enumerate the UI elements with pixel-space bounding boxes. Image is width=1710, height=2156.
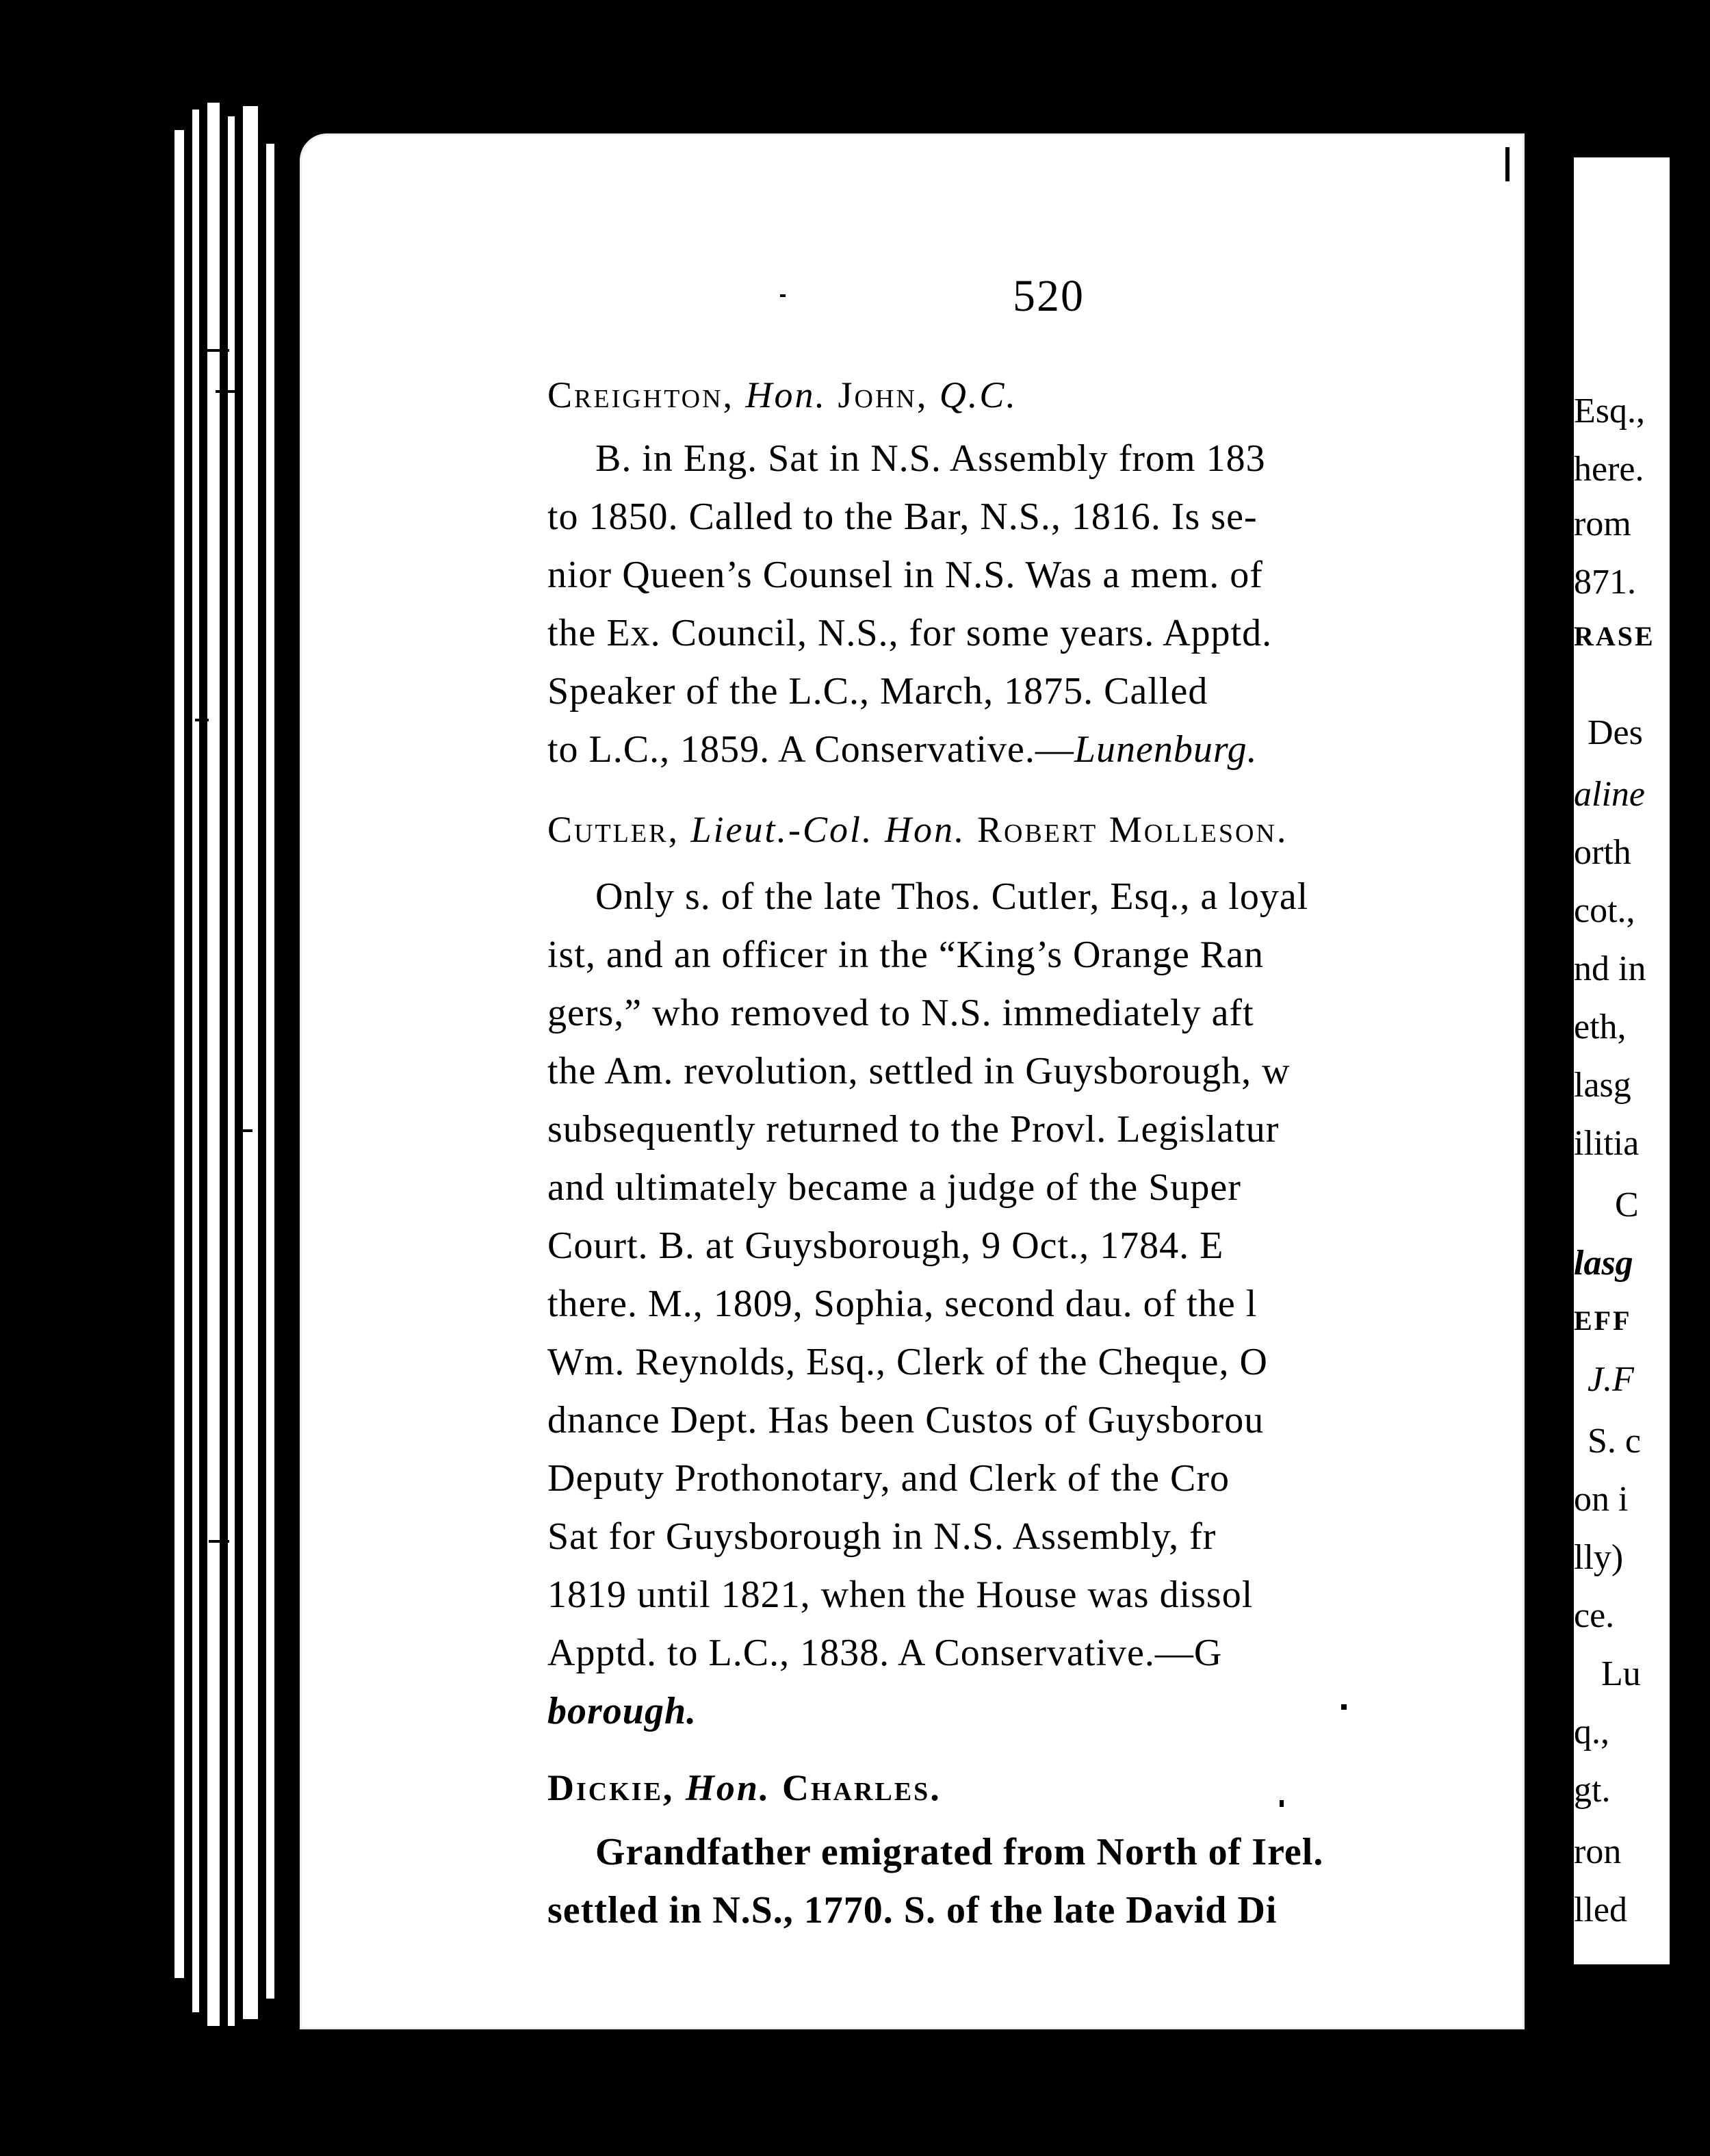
facing-text: C [1615,1185,1639,1224]
facing-text: RASE [1574,621,1655,652]
facing-text: lasg [1574,1244,1633,1283]
print-speck [1341,1704,1347,1710]
entry-line: nior Queen’s Counsel in N.S. Was a mem. of [547,554,1263,596]
entry-surname: Creighton, [547,374,735,415]
entry-forename: Robert Molleson. [976,809,1288,850]
entry-heading [547,811,1288,848]
entry-surname: Cutler, [547,809,679,850]
page-number: 520 [1013,271,1085,321]
entry-forename: Charles. [781,1767,942,1808]
entry-line: Deputy Prothonotary, and Clerk of the Cro [547,1457,1230,1500]
facing-text: 871. [1574,563,1636,602]
facing-text: aline [1574,775,1645,814]
facing-text: gt. [1574,1771,1611,1810]
entry-line: the Ex. Council, N.S., for some years. Apptd. [547,612,1273,654]
entry-line: and ultimately became a judge of the Super [547,1166,1241,1209]
facing-text: cot., [1574,891,1635,930]
book-page-edges [174,103,291,2026]
facing-text: Des [1588,713,1643,752]
entry-line: Grandfather emigrated from North of Irel. [595,1831,1324,1873]
facing-page-fragment [1574,157,1670,1964]
entry-line: there. M., 1809, Sophia, second dau. of the l [547,1283,1258,1325]
entry-line: to 1850. Called to the Bar, N.S., 1816. Is se- [547,496,1258,538]
print-speck [1280,1800,1284,1807]
entry-suffix: Q.C. [939,374,1018,415]
facing-text: ce. [1574,1596,1615,1635]
facing-text: here. [1574,450,1644,489]
constituency: borough. [547,1690,697,1732]
facing-text: ilitia [1574,1124,1640,1163]
facing-text: eth, [1574,1008,1627,1047]
entry-title: Hon. [685,1767,771,1808]
entry-line: the Am. revolution, settled in Guysborough, w [547,1050,1291,1092]
entry-line-text: to L.C., 1859. A Conservative.— [547,728,1074,771]
entry-line: Only s. of the late Thos. Cutler, Esq., a loyal [595,875,1309,918]
entry-line: settled in N.S., 1770. S. of the late David Di [547,1889,1278,1932]
facing-text: EFF [1574,1305,1632,1336]
entry-line: 1819 until 1821, when the House was dissol [547,1574,1254,1616]
facing-text: rom [1574,504,1631,543]
constituency: Lunenburg. [1074,728,1258,771]
entry-heading [547,376,1018,413]
entry-line: subsequently returned to the Provl. Legislatur [547,1108,1280,1151]
facing-text: Lu [1601,1654,1641,1693]
facing-text: orth [1574,833,1631,872]
print-speck [780,294,786,297]
facing-text: lly) [1574,1538,1624,1577]
facing-text: q., [1574,1712,1609,1751]
entry-forename: John, [838,374,929,415]
entry-title: Hon. [745,374,827,415]
entry-title: Lieut.-Col. Hon. [690,809,966,850]
entry-line: Speaker of the L.C., March, 1875. Called [547,670,1208,713]
entry-line: gers,” who removed to N.S. immediately aft [547,992,1254,1034]
entry-line: B. in Eng. Sat in N.S. Assembly from 183 [595,437,1266,480]
entry-line [547,730,1258,769]
entry-line: Court. B. at Guysborough, 9 Oct., 1784. E [547,1224,1224,1267]
facing-text: lled [1574,1890,1627,1929]
gutter-shadow [1525,133,1574,2033]
entry-surname: Dickie, [547,1767,675,1808]
print-speck [1505,147,1510,181]
facing-text: ron [1574,1832,1622,1871]
facing-text: nd in [1574,949,1646,988]
facing-text: J.F [1588,1360,1634,1399]
entry-line: Wm. Reynolds, Esq., Clerk of the Cheque, O [547,1341,1268,1383]
facing-text: S. c [1588,1422,1641,1461]
entry-heading [547,1769,942,1806]
entry-line: ist, and an officer in the “King’s Orange Ran [547,934,1265,976]
page-text [547,356,1505,1999]
entry-line: Sat for Guysborough in N.S. Assembly, fr [547,1515,1217,1558]
facing-text: lasg [1574,1066,1631,1105]
entry-line: dnance Dept. Has been Custos of Guysborou [547,1399,1265,1441]
facing-text: Esq., [1574,392,1645,431]
facing-text: on i [1574,1480,1629,1519]
entry-line: Apptd. to L.C., 1838. A Conservative.—G [547,1632,1223,1674]
